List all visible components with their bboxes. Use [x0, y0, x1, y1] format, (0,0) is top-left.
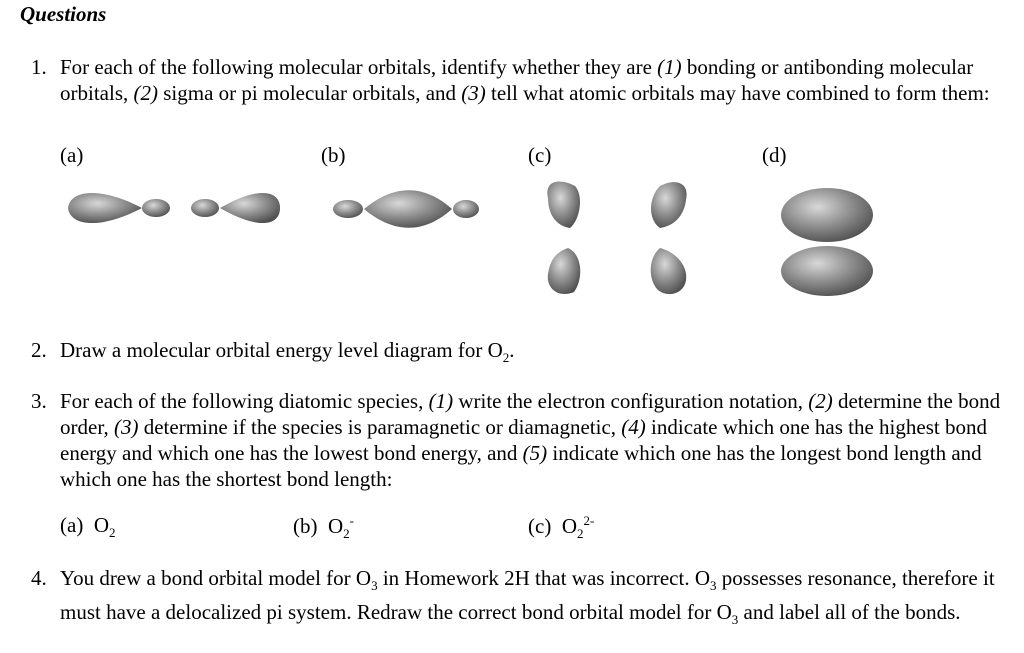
question-2-number: 2. — [31, 338, 47, 362]
orbital-d-lobe-2 — [781, 246, 873, 296]
orbital-c-lobe-1 — [547, 182, 580, 228]
orbital-c-lobe-4 — [651, 248, 686, 294]
orbital-figures — [0, 170, 1024, 310]
question-3-number: 3. — [31, 389, 47, 413]
orbital-d — [781, 188, 873, 296]
question-2-text: Draw a molecular orbital energy level diagram for $O_2$. — [60, 338, 515, 366]
species-b: (b) $O_2^-$ — [293, 513, 355, 542]
question-4-number: 4. — [31, 566, 47, 590]
orbital-b-lobe-2 — [364, 190, 452, 228]
orbital-a-lobe-2 — [142, 199, 170, 217]
species-a: (a) $O_2$ — [60, 513, 116, 541]
orbital-c — [547, 182, 686, 295]
figure-label-c: (c) — [528, 143, 552, 167]
question-4-text: You drew a bond orbital model for $O_3$ in Homework 2H that was incorrect. $O_3$ possesses resonance, therefore it must have a delocalized pi system. Redraw the correct bond orbital model for $O_3$ and label all of the bonds. — [60, 566, 995, 628]
species-c: (c) $O_2^{2-}$ — [528, 513, 595, 542]
orbital-d-lobe-1 — [781, 188, 873, 242]
figure-label-b: (b) — [321, 143, 346, 167]
question-1-number: 1. — [31, 55, 47, 79]
question-3-text: For each of the following diatomic species, (1) write the electron configuration notation, (2) determine the bond order, (3) determine if the species is paramagnetic or diamagnetic, (4) indicate which one has the highest bond energy and which one has the lowest bond energy, and (5) indicate which one has the longest bond length and which one has the shortest bond length: — [60, 389, 1001, 491]
orbital-a-lobe-4 — [220, 193, 280, 223]
orbital-a-lobe-1 — [68, 193, 142, 223]
orbital-b-lobe-3 — [453, 200, 479, 218]
orbital-c-lobe-3 — [548, 248, 580, 294]
question-1-text: For each of the following molecular orbitals, identify whether they are (1) bonding or antibonding molecular orbitals, (2) sigma or pi molecular orbitals, and (3) tell what atomic orbitals may have combined to form them: — [60, 55, 990, 105]
page-heading: Questions — [20, 2, 107, 26]
orbital-a-lobe-3 — [191, 199, 219, 217]
orbital-b-lobe-1 — [333, 200, 363, 218]
figure-label-a: (a) — [60, 143, 84, 167]
orbital-c-lobe-2 — [651, 182, 687, 228]
orbital-a — [68, 193, 280, 223]
figure-label-d: (d) — [762, 143, 787, 167]
orbital-b — [333, 190, 479, 228]
